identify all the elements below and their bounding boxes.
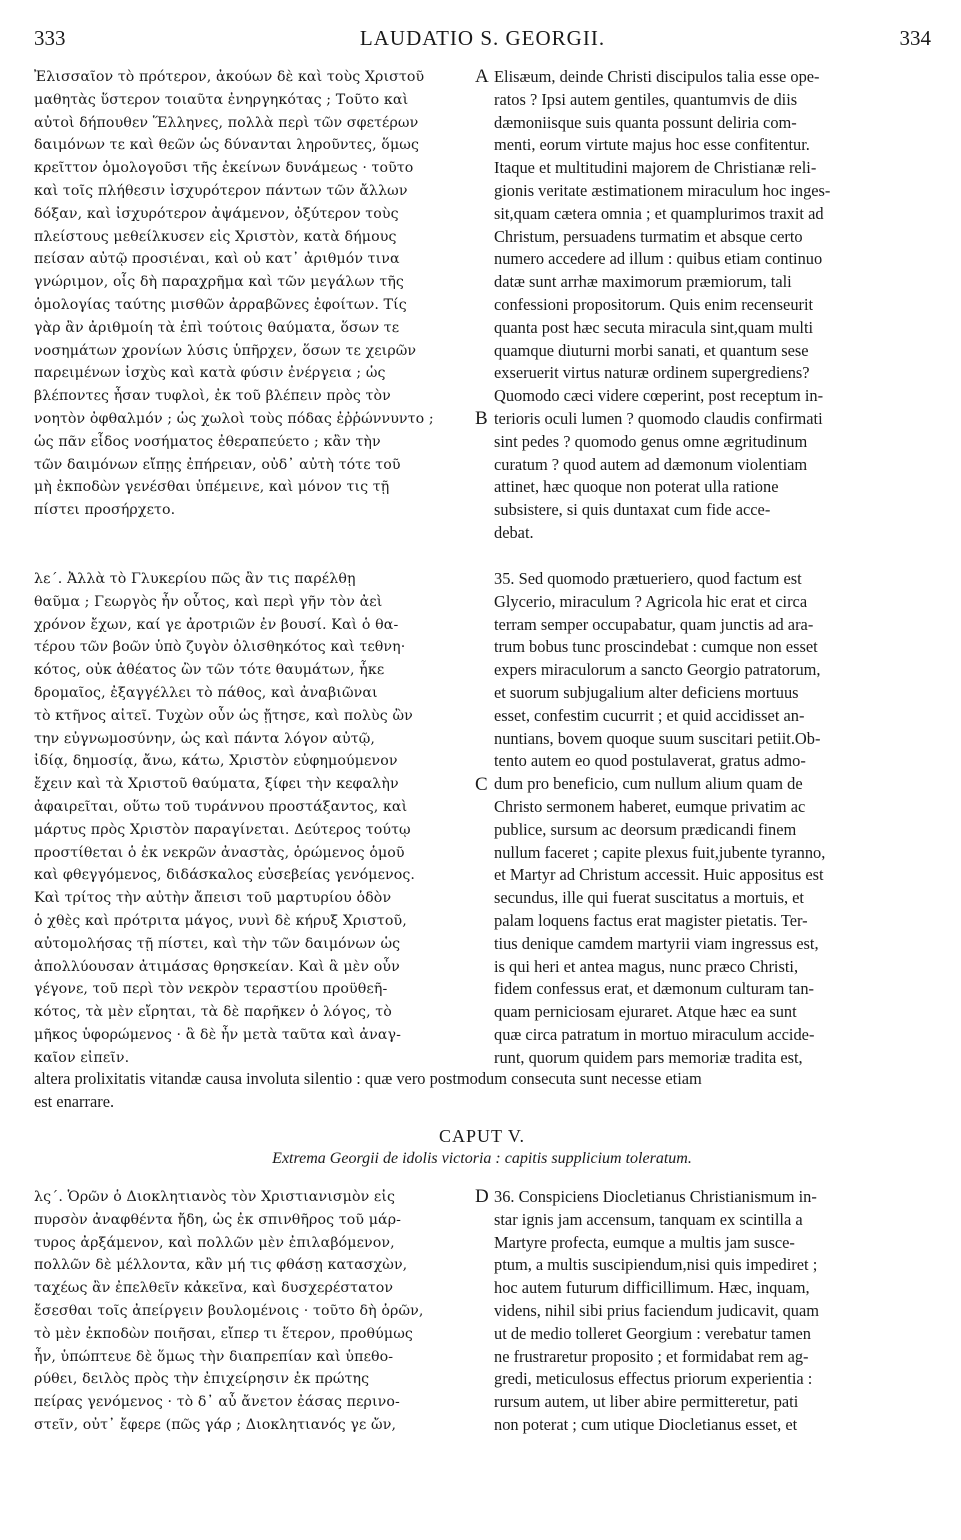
text-line: nullum faceret ; capite plexus fuit,jubente tyranno, <box>494 842 826 862</box>
text-line: Christo sermonem haberet, eumque privatim ac <box>494 796 806 816</box>
text-line: dum pro beneficio, cum nullum alium quam de <box>494 774 803 794</box>
text-line: ἀπολλύουσαν ἀτιμάσας θρησκείαν. Καὶ ἃ μὲν οὖν <box>34 958 400 975</box>
text-line: terioris oculi lumen ? quomodo claudis confirmati <box>494 408 823 428</box>
greek-column-section-2 <box>34 568 474 1070</box>
text-line: ut de medio tolleret Georgium : verebatur tamen <box>494 1323 811 1343</box>
text-line: sint pedes ? quomodo genus omne ægritudinum <box>494 431 808 451</box>
text-line: is qui heri et antea magus, nunc præco Christi, <box>494 956 799 976</box>
chapter-subtitle: Extrema Georgii de idolis victoria : capitis supplicium toleratum. <box>272 1150 692 1167</box>
text-line: Quomodo cæci videre cœperint, post receptum in- <box>494 386 824 406</box>
text-line: gredi, meticulosus effectus priorum experientia : <box>494 1369 813 1389</box>
text-line: ὁ χθὲς καὶ πρότριτα μάγος, νυνὶ δὲ κήρυξ Χριστοῦ, <box>34 912 407 929</box>
text-line: πυρσὸν ἀναφθέντα ἤδη, ὡς ἐκ σπινθῆρος τοῦ μάρ- <box>34 1211 402 1228</box>
text-line: τὸ κτῆνος αἰτεῖ. Τυχὼν οὖν ὡς ᾔτησε, καὶ πολὺς ὢν <box>34 707 413 724</box>
text-line: exseruerit virtus naturæ ordinem supergrediens? <box>494 363 810 383</box>
text-line: rursum autem, ut liber abire permitteretur, pati <box>494 1392 799 1412</box>
text-line: fidem confessus erat, et dæmonum culturam tan- <box>494 979 814 999</box>
text-line: runt, quorum quidem pars memoriæ tradita est, <box>494 1047 803 1067</box>
text-line: τέρου τῶν βοῶν ὑπὸ ζυγὸν ὀλισθηκότος καὶ τεθνη· <box>34 639 406 656</box>
text-line: παρειμένων ἰσχὺς καὶ κατὰ φύσιν ἐνέργεια ; ὡς <box>34 365 386 382</box>
text-line: esset, confestim cucurrit ; et quid accidisset an- <box>494 705 805 725</box>
text-line: confessioni propositorum. Quis enim recenseurit <box>494 294 814 314</box>
text-line: πολλῶν δὲ μέλλοντα, κἂν μή τις φθάσῃ κατασχὼν, <box>34 1257 408 1274</box>
text-line: νοητὸν ὀφθαλμόν ; ὡς χωλοὶ τοὺς πόδας ἐῤῥώννυντο ; <box>34 410 434 427</box>
text-line: γνώριμον, οἷς δὴ παραχρῆμα καὶ τῶν μεγάλων τῆς <box>34 274 404 291</box>
text-line: tius denique camdem martyrii viam ingressus est, <box>494 933 819 953</box>
text-line: Martyre profecta, eumque a multis jam susce- <box>494 1232 795 1252</box>
text-line: attinet, hæc quoque non poterat ulla ratione <box>494 477 779 497</box>
text-line: πείρας γενόμενος · τὸ δ᾿ αὖ ἄνετον ἐάσας περινο- <box>34 1394 400 1411</box>
text-line: γὰρ ἂν ἀριθμοίη τὰ ἐπὶ τούτοις θαύματα, ὅσων τε <box>34 319 400 336</box>
text-line: trum bobus tunc proscindebat : cumque non esset <box>494 637 818 657</box>
text-line: ἦν, ὑπώπτευε δὲ ὅμως τὴν διαπρεπίαν καὶ ὑπεθο- <box>34 1348 394 1365</box>
text-line: χρόνον ἔχων, καί γε ἀροτριῶν ἐν βουσί. Καὶ ὁ θα- <box>34 616 399 633</box>
text-line: καὶ τοῖς πλήθεσιν ἰσχυρότερον πάντων τῶν ἄλλων <box>34 182 408 199</box>
text-line: πίστει προσήρχετο. <box>34 502 176 519</box>
text-line: ρύθει, δειλὸς πρὸς τὴν ἐπιχείρησιν ἐκ πρώτης <box>34 1371 370 1388</box>
text-line: μῆκος ὑφορώμενος · ἃ δὲ ἦν μετὰ ταῦτα καὶ ἀναγ- <box>34 1026 401 1043</box>
text-line: ἀφαιρεῖται, οὕτω τοῦ τυράννου προστάξαντος, καὶ <box>34 798 408 815</box>
text-line: hoc autem futurum difficillimum. Hæc, inquam, <box>494 1278 810 1298</box>
text-line: subsistere, si quis duntaxat cum fide acce- <box>494 500 771 520</box>
text-line: quam perniciosam ejuraret. Atque hæc ea sunt <box>494 1002 797 1022</box>
text-line: νοσημάτων χρονίων λύσις ὑπῆρχεν, ὅσων τε χειρῶν <box>34 342 417 359</box>
text-line: Elisæum, deinde Christi discipulos talia esse ope- <box>494 67 820 86</box>
text-line: μαθητὰς ὕστερον τοιαῦτα ἐνηργηκότας ; Τοῦτο καὶ <box>34 91 409 108</box>
text-line: ταχέως ἂν ἐπελθεῖν κἀκεῖνα, καὶ δυσχερέστατον <box>34 1280 394 1297</box>
text-line: tento autem eo quod postulaverat, gratus admo- <box>494 751 806 771</box>
text-line: τυρος ἀρξάμενον, καὶ πολλῶν μὲν ἐπιλαβόμενον, <box>34 1234 395 1251</box>
text-line: numero accedere ad illum : quibus etiam continuo <box>494 249 823 269</box>
page-number-left: 333 <box>34 26 66 50</box>
text-line: πλείστους μεθείλκυσεν εἰς Χριστὸν, κατὰ δήμους <box>34 228 397 245</box>
greek-column-section-3 <box>34 1186 474 1437</box>
text-line: καῖον εἰπεῖν. <box>34 1049 130 1066</box>
text-line: αὐτομολήσας τῇ πίστει, καὶ τὴν τῶν δαιμόνων ὡς <box>34 935 401 952</box>
section-marker-a: A <box>475 66 489 87</box>
section-marker-d: D <box>475 1186 489 1207</box>
text-line: Glycerio, miraculum ? Agricola hic erat et circa <box>494 591 808 611</box>
section-marker-b: B <box>475 408 488 429</box>
text-line: sit,quam cætera omnia ; et quamplurimos traxit ad <box>494 203 824 223</box>
text-line: curatum ? quod autem ad dæmonum violentiam <box>494 454 808 474</box>
latin-column-section-2 <box>494 568 930 1070</box>
text-line: κότος, τὰ μὲν εἴρηται, τὰ δὲ παρῆκεν ὁ λόγος, τὸ <box>34 1004 392 1021</box>
text-line: 36. Conspiciens Diocletianus Christianismum in- <box>494 1187 817 1206</box>
greek-column-section-1 <box>34 66 474 522</box>
text-line: Καὶ τρίτος τὴν αὐτὴν ἄπεισι τοῦ μαρτυρίου ὁδὸν <box>34 890 392 907</box>
text-line: ἔχειν καὶ τὰ Χριστοῦ θαύματα, ξίφει τὴν κεφαλὴν <box>34 776 399 793</box>
text-line: αὐτοὶ δήπουθεν Ἕλληνες, πολλὰ περὶ τῶν σφετέρων <box>34 114 419 131</box>
text-line: Ἐλισσαῖον τὸ πρότερον, ἀκούων δὲ καὶ τοὺς Χριστοῦ <box>34 69 425 85</box>
text-line: μάρτυς πρὸς Χριστὸν παραγίνεται. Δεύτερος τούτῳ <box>34 821 411 838</box>
section-marker-c: C <box>475 774 488 795</box>
text-line: et suorum subjugalium alter deficiens mortuus <box>494 682 799 702</box>
text-line: terram semper occupabatur, quam junctis ad ara- <box>494 614 814 634</box>
text-line: dæmoniisque suis quanta possunt deliria com- <box>494 112 797 132</box>
text-line: δαιμόνων τε καὶ θεῶν ὡς δύνανται ληροῦντες, ὅμως <box>34 137 419 154</box>
text-line: ratos ? Ipsi autem gentiles, quantumvis de diis <box>494 89 798 109</box>
text-line: προστίθεται ὁ ἐκ νεκρῶν ἀναστὰς, ὁρώμενος ὁμοῦ <box>34 844 405 861</box>
latin-column-section-3 <box>494 1186 930 1437</box>
spanning-latin-text <box>34 1068 930 1114</box>
text-line: publice, sursum ac deorsum prædicandi finem <box>494 819 797 839</box>
text-line: τῶν δαιμόνων εἴπῃς ἐπήρειαν, οὐδ᾿ αὐτὴ τότε τοῦ <box>34 456 401 473</box>
text-line: non poterat ; cum utique Diocletianus esset, et <box>494 1414 798 1434</box>
text-line: menti, eorum virtute majus hoc esse confitentur. <box>494 135 810 155</box>
chapter-title: CAPUT V. <box>438 1126 526 1146</box>
text-line: debat. <box>494 522 534 542</box>
text-line: gionis veritate æstimationem miraculum hoc inges- <box>494 180 831 200</box>
text-line: δρομαῖος, ἐξαγγέλλει τὸ πάθος, καὶ ἀναβιῶναι <box>34 684 378 701</box>
text-line: expers miraculorum a sancto Georgio patratorum, <box>494 660 821 680</box>
text-line: Christum, persuadens turmatim et absque certo <box>494 226 803 246</box>
text-line: βλέποντες ἦσαν τυφλοὶ, ἐκ τοῦ βλέπειν πρὸς τὸν <box>34 388 391 405</box>
text-line: θαῦμα ; Γεωργὸς ἦν οὗτος, καὶ περὶ γῆν τὸν ἀεὶ <box>34 593 383 610</box>
text-line: γέγονε, τοῦ περὶ τὸν νεκρὸν τεραστίου προϋθεῆ- <box>34 981 388 998</box>
text-line: quamque diuturni morbi sanati, et quantum sese <box>494 340 809 360</box>
text-line: μὴ ἐκποδὼν γενέσθαι ὑπέμεινε, καὶ μόνον τις τῇ <box>34 479 390 496</box>
running-header <box>34 26 931 56</box>
text-line: στεῖν, οὐτ᾿ ἔφερε (πῶς γάρ ; Διοκλητιανός γε ὤν, <box>34 1416 397 1433</box>
text-line: την εὐγνωμοσύνην, ὡς καὶ πάντα λόγον αὐτῷ, <box>34 730 376 747</box>
text-line: κότος, οὐκ ἀθέατος ὢν τῶν τότε θαυμάτων, ἧκε <box>34 662 385 679</box>
text-line: secundus, ille qui fuerat suscitatus a mortuis, et <box>494 888 804 908</box>
text-line: κρεῖττον ὁμολογοῦσι τῆς ἐκείνων δυνάμεως · τοῦτο <box>34 160 414 177</box>
text-line: altera prolixitatis vitandæ causa involuta silentio : quæ vero postmodum consecuta sunt necesse etiam <box>34 1069 702 1088</box>
text-line: quanta post hæc secuta miracula sint,quam multi <box>494 317 814 337</box>
page-number-right: 334 <box>899 26 931 50</box>
text-line: ὡς πᾶν εἶδος νοσήματος ἐθεραπεύετο ; κἂν τὴν <box>34 433 381 450</box>
text-line: πείσαν αὐτῷ προσιέναι, καὶ οὐ κατ᾿ ἀριθμόν τινα <box>34 251 400 268</box>
text-line: ne frustraretur proposito ; et formidabat rem ag- <box>494 1346 809 1366</box>
running-title: LAUDATIO S. GEORGII. <box>359 26 606 50</box>
text-line: star ignis jam accensum, tanquam ex scintilla a <box>494 1209 803 1229</box>
text-line: est enarrare. <box>34 1091 115 1111</box>
text-line: τὸ μὲν ἐκποδὼν ποιῆσαι, εἴπερ τι ἕτερον, προθύμως <box>34 1325 413 1342</box>
text-line: 35. Sed quomodo prætueriero, quod factum est <box>494 569 802 588</box>
text-line: δόξαν, καὶ ἰσχυρότερον ἀψάμενον, ὀξύτερον τοὺς <box>34 205 399 222</box>
text-line: palam loquens factus erat magister pietatis. Ter- <box>494 910 808 930</box>
text-line: λς΄. Ὁρῶν ὁ Διοκλητιανὸς τὸν Χριστιανισμὸν εἰς <box>34 1189 396 1205</box>
text-line: Itaque et multitudini majorem de Christianæ reli- <box>494 158 817 178</box>
text-line: ἰδίᾳ, δημοσίᾳ, ἄνω, κάτω, Χριστὸν εὐφημούμενον <box>34 753 398 770</box>
text-line: λε΄. Ἀλλὰ τὸ Γλυκερίου πῶς ἂν τις παρέλθῃ <box>34 571 356 587</box>
text-line: καὶ φθεγγόμενος, διδάσκαλος εὐσεβείας γενόμενος. <box>34 867 416 884</box>
text-line: et Martyr ad Christum accessit. Huic appositus est <box>494 865 824 885</box>
text-line: datæ sunt arrhæ maximorum præmiorum, tali <box>494 272 792 292</box>
text-line: videns, nihil sibi prius faciendum judicavit, quam <box>494 1300 820 1320</box>
latin-column-section-1 <box>494 66 930 545</box>
text-line: ptum, a multis suscipiendum,nisi quis impediret ; <box>494 1255 818 1275</box>
text-line: quæ circa patratum in mortuo miraculum accide- <box>494 1024 815 1044</box>
text-line: ὁμολογίας ταύτης μισθῶν ἀρραβῶνες ἐφοίτων. Τίς <box>34 296 407 313</box>
text-line: ἔσεσθαι τοῖς ἀπείργειν βουλομένοις · τοῦτο δὴ ὁρῶν, <box>34 1302 424 1319</box>
text-line: nuntians, bovem quoque suum suscitari petiit.Ob- <box>494 728 821 748</box>
